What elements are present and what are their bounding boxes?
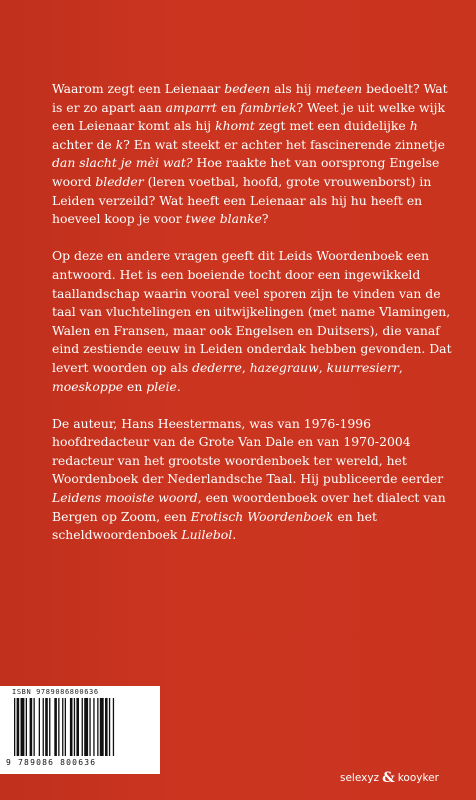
- logo-left: selexyz: [340, 772, 380, 784]
- text-run: ,: [398, 359, 403, 375]
- italic-run: pleie: [146, 378, 177, 394]
- text-run: en: [216, 99, 241, 115]
- logo-amp-icon: &: [382, 770, 395, 786]
- barcode-label: [0, 686, 160, 774]
- isbn-text: ISBN 9789086800636: [12, 688, 99, 696]
- logo-right: kooyker: [397, 772, 439, 784]
- text-run: De auteur, Hans Heestermans, was van 1976-1996 hoofdredacteur van de Grote Van Dale en van 1970-2004 redacteur van het grootste woordenboek ter wereld, het Woordenboek der Nederlandsche Taal. Hij publiceerde eerder: [52, 415, 444, 487]
- text-run: als hij: [270, 81, 316, 96]
- blurb-paragraph-2: [52, 247, 452, 396]
- italic-run: dederre: [192, 359, 242, 375]
- italic-run: khomt: [215, 118, 255, 134]
- blurb-paragraph-1: [52, 80, 452, 229]
- blurb-paragraph-3: [52, 415, 452, 545]
- text-run: (leren voetbal, hoofd, grote vrouwenborst) in Leiden verzeild? Wat heeft een Leienaar als hij hu heeft en hoeveel koop je voor: [52, 173, 432, 227]
- italic-run: fambriek: [240, 99, 297, 115]
- text-run: Waarom zegt een Leienaar: [52, 81, 225, 96]
- publisher-logo: [340, 770, 439, 786]
- text-run: ?: [261, 211, 269, 227]
- italic-run: moeskoppe: [52, 378, 124, 394]
- text-run: bedoelt? Wat is er zo apart aan: [52, 81, 448, 115]
- text-run: achter de: [52, 136, 116, 152]
- text-run: en: [123, 378, 147, 394]
- text-run: ,: [241, 359, 250, 375]
- italic-run: Luilebol: [181, 527, 233, 543]
- barcode-bars: [14, 698, 152, 756]
- italic-run: bedeen: [224, 81, 271, 96]
- text-run: zegt met een duidelijke: [254, 118, 410, 134]
- text-run: ? Weet je uit welke wijk een Leienaar komt als hij: [52, 99, 445, 134]
- text-run: Hoe raakte het van oorsprong Engelse woord: [52, 155, 440, 189]
- italic-run: amparrt: [165, 99, 217, 115]
- italic-run: h: [409, 118, 418, 134]
- italic-run: twee blanke: [185, 211, 262, 227]
- blurb-text: [52, 80, 452, 563]
- italic-run: Erotisch Woordenboek: [190, 508, 334, 524]
- text-run: .: [176, 378, 181, 394]
- italic-run: dan slacht je mèi wat?: [52, 155, 193, 171]
- italic-run: Leidens mooiste woord: [52, 490, 198, 506]
- text-run: en het scheldwoordenboek: [52, 508, 377, 543]
- italic-run: kuurresierr: [326, 359, 399, 375]
- text-run: ,: [318, 359, 327, 375]
- italic-run: k: [115, 136, 124, 152]
- italic-run: hazegrauw: [249, 359, 319, 375]
- italic-run: meteen: [315, 81, 363, 96]
- text-run: .: [232, 527, 237, 543]
- italic-run: bledder: [95, 173, 144, 189]
- text-run: Op deze en andere vragen geeft dit Leids Woordenboek een antwoord. Het is een boeiende tocht door een ingewikkeld taallandschap waarin vooral veel sporen zijn te vinden van de taal van vluchtelingen en uitwijkelingen (met name Vlamingen, Walen en Fransen, maar ook Engelsen en Duitsers), die vanaf eind zestiende eeuw in Leiden onderdak hebben gevonden. Dat levert woorden op als: [52, 248, 452, 375]
- text-run: , een woordenboek over het dialect van Bergen op Zoom, een: [52, 490, 446, 524]
- text-run: ? En wat steekt er achter het fascinerende zinnetje: [123, 136, 445, 152]
- barcode-digits: 9 789086 800636: [6, 758, 97, 767]
